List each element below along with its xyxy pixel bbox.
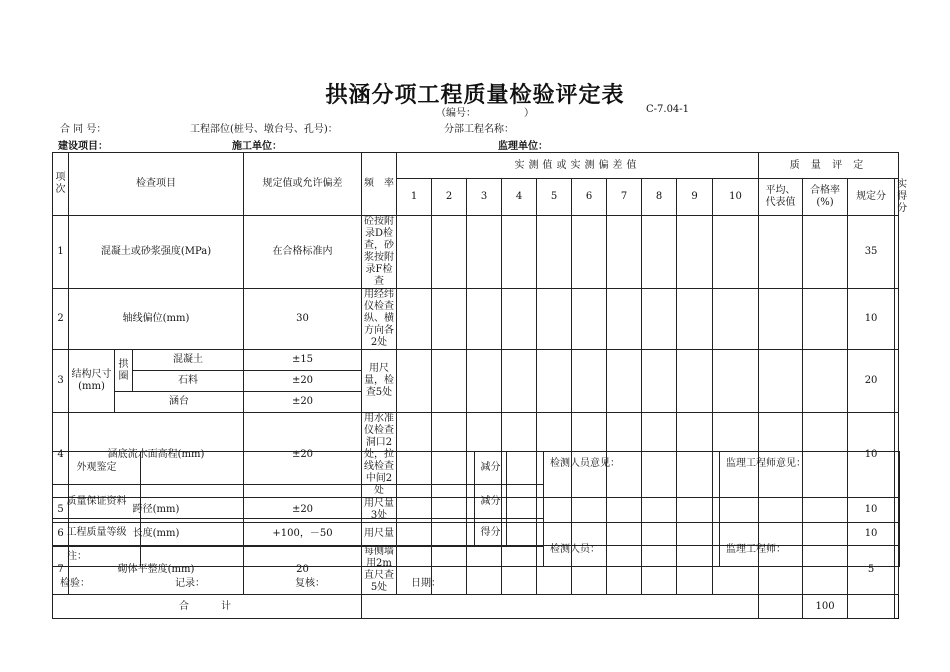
col-8: 8 (642, 179, 677, 216)
supervisor-sign: 监理工程师： (726, 544, 786, 555)
row-item: 混凝土或砂浆强度(MPa) (69, 216, 244, 289)
row-item: 涵底流水面高程(mm) (69, 413, 244, 498)
row-freq: 砼按附录D检查，砂浆按附录F检查 (362, 216, 397, 289)
row-freq: 用尺量，检查5处 (362, 350, 397, 413)
quality-docs-deduct: 减分 (475, 485, 507, 519)
inspector-sign: 检测人员： (550, 544, 600, 555)
footer-check: 检验： (60, 578, 90, 589)
sub-item: 涵台 (115, 392, 244, 413)
row-item: 结构尺寸(mm) (69, 350, 115, 413)
inspector-opinion: 检测人员意见： (550, 458, 620, 469)
row-no: 7 (53, 546, 69, 595)
sub-item: 混凝土 (133, 350, 244, 371)
row-freq: 用水准仪检查洞口2处，拉线检查中间2处 (362, 413, 397, 498)
row-item: 长度(mm) (69, 523, 244, 546)
row-spec: 20 (244, 546, 362, 595)
header-score: 规定分 (848, 179, 895, 216)
row-score: 10 (848, 289, 895, 350)
row-spec: ±20 (244, 498, 362, 523)
row-no: 1 (53, 216, 69, 289)
row-score: 10 (848, 413, 895, 498)
table-row (53, 289, 899, 350)
header-spec: 规定值或允许偏差 (244, 153, 362, 216)
sub-spec: ±15 (244, 350, 362, 371)
row-item: 砌体平整度(mm) (69, 546, 244, 595)
appearance-deduct: 减分 (475, 452, 507, 485)
row-freq: 每侧墙用2m直尺查5处 (362, 546, 397, 595)
row-no: 2 (53, 289, 69, 350)
row-no: 4 (53, 413, 69, 498)
table-row (53, 350, 899, 371)
sub-spec: ±20 (244, 371, 362, 392)
construction-project-label: 建设项目： (58, 141, 108, 152)
appearance-label: 外观鉴定 (53, 452, 141, 485)
row-score: 20 (848, 350, 895, 413)
total-score: 100 (803, 595, 848, 619)
row-item: 轴线偏位(mm) (69, 289, 244, 350)
total-row (53, 595, 899, 619)
header-item-no: 项次 (53, 153, 69, 216)
sub-item: 石料 (133, 371, 244, 392)
col-9: 9 (677, 179, 713, 216)
supervisor-opinion: 监理工程师意见： (726, 458, 806, 469)
col-1: 1 (397, 179, 432, 216)
supervision-unit-label: 监理单位： (498, 141, 548, 152)
sub-spec: ±20 (244, 392, 362, 413)
row-score: 5 (848, 546, 895, 595)
row-no: 6 (53, 523, 69, 546)
row-score: 35 (848, 216, 895, 289)
arch-label: 拱圈 (115, 350, 133, 392)
header-frequency: 频 率 (362, 153, 397, 216)
row-spec: +100，－50 (244, 523, 362, 546)
number-label: （编号： (436, 108, 476, 119)
col-6: 6 (572, 179, 607, 216)
construction-unit-label: 施工单位： (232, 141, 282, 152)
row-spec: 30 (244, 289, 362, 350)
header-actual-score: 实得分 (895, 179, 899, 216)
note-label: 注： (53, 547, 141, 567)
row-score: 10 (848, 498, 895, 523)
grade-label: 工程质量等级 (53, 519, 141, 547)
footer-record: 记录： (175, 578, 205, 589)
row-score: 10 (848, 523, 895, 546)
project-part-label: 工程部位(桩号、墩台号、孔号)： (190, 124, 338, 135)
header-measured: 实测值或实测偏差值 (397, 153, 759, 179)
number-close: ） (524, 108, 534, 119)
row-spec: 在合格标准内 (244, 216, 362, 289)
quality-docs-label: 质量保证资料 (53, 485, 141, 519)
col-4: 4 (502, 179, 537, 216)
col-7: 7 (607, 179, 642, 216)
col-10: 10 (713, 179, 759, 216)
col-2: 2 (432, 179, 467, 216)
header-quality: 质 量 评 定 (759, 153, 899, 179)
row-freq: 用尺量 (362, 523, 397, 546)
grade-score: 得分 (475, 519, 507, 547)
footer-date: 日期： (411, 578, 441, 589)
footer-review: 复核： (295, 578, 325, 589)
subproject-name-label: 分部工程名称： (444, 124, 514, 135)
row-no: 3 (53, 350, 69, 413)
total-label: 合 计 (53, 595, 362, 619)
table-row (53, 216, 899, 289)
col-3: 3 (467, 179, 502, 216)
col-5: 5 (537, 179, 572, 216)
header-pass-rate: 合格率(%) (803, 179, 848, 216)
header-check-item: 检查项目 (69, 153, 244, 216)
row-freq: 用尺量3处 (362, 498, 397, 523)
row-no: 5 (53, 498, 69, 523)
row-spec: ±20 (244, 413, 362, 498)
header-avg: 平均、代表值 (759, 179, 803, 216)
form-code: C-7.04-1 (646, 104, 690, 115)
assessment-table (52, 451, 900, 567)
contract-no-label: 合 同 号： (60, 124, 107, 135)
row-item: 跨径(mm) (69, 498, 244, 523)
page-title: 拱涵分项工程质量检验评定表 (325, 83, 625, 108)
row-freq: 用经纬仪检查纵、横方向各2处 (362, 289, 397, 350)
